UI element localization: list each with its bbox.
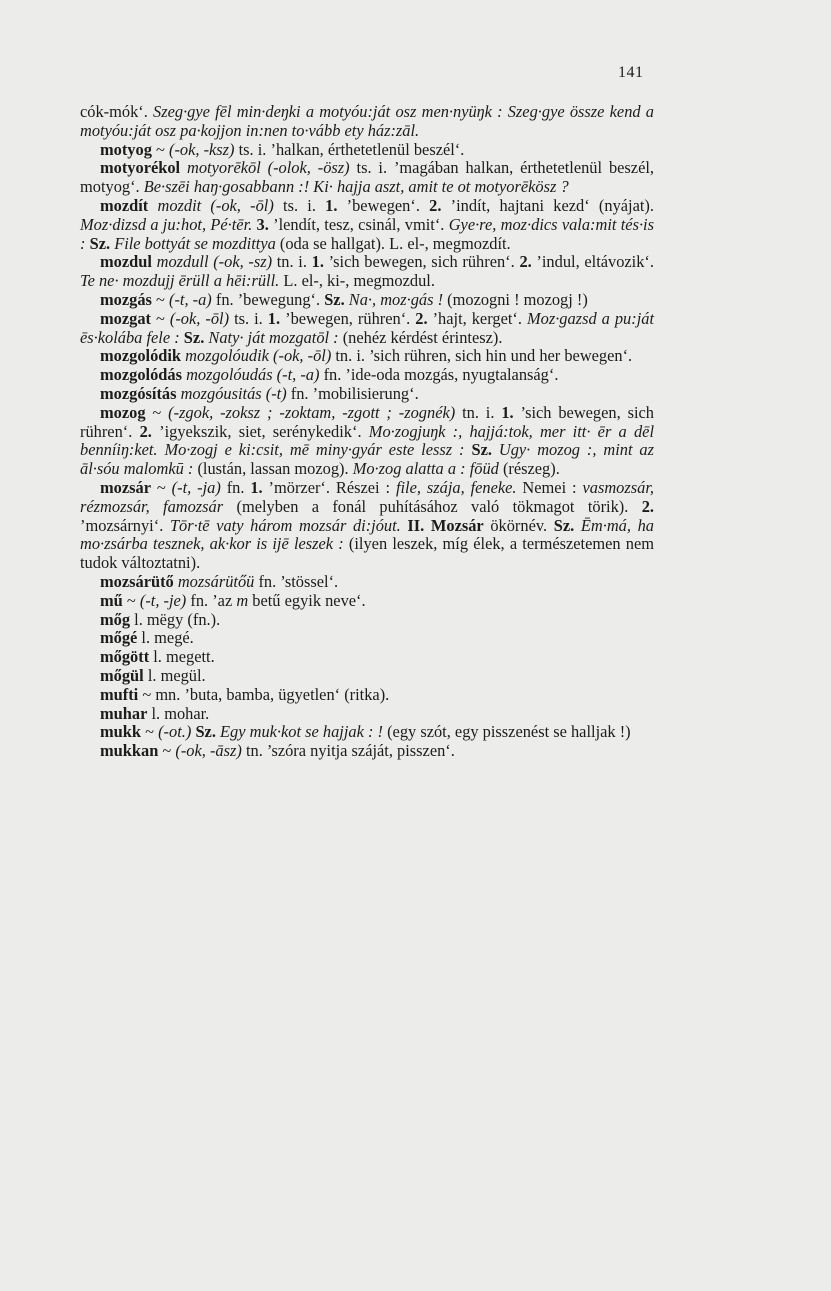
entry-headword: Sz. <box>89 233 111 253</box>
entry-text: (oda se hallgat). L. el-, megmozdít. <box>275 233 511 253</box>
entry-example: file, szája, feneke. <box>395 477 517 497</box>
entry-text: fn. <box>220 477 251 497</box>
entry-text: ’indít, hajtani kezd‘ (nyájat). <box>441 195 654 215</box>
entry-text: (ilyen leszek, míg élek, a természetemen nem tudok változtatni). <box>80 534 654 573</box>
dictionary-entry <box>80 366 654 385</box>
entry-example: vasmozsár, rézmozsár, famozsár <box>80 477 654 516</box>
entry-text: ’lendít, tesz, csinál, vmit‘. <box>268 214 449 234</box>
entry-example: (-t, -je) <box>139 590 187 610</box>
entry-example: Moz·dizsd a ju:hot, Pé·tēr. <box>80 214 253 234</box>
entry-text: ~ <box>151 289 169 309</box>
entry-headword: motyorékol <box>100 158 181 178</box>
entry-headword: mozgolódás <box>100 365 182 385</box>
entry-text: (egy szót, egy pisszenést se halljak !) <box>383 722 631 742</box>
dictionary-entry <box>80 686 654 705</box>
entry-headword: 2. <box>519 252 532 272</box>
entry-headword: mufti <box>100 684 139 704</box>
dictionary-entry <box>80 253 654 291</box>
entry-headword: mozsár <box>100 477 151 497</box>
entry-headword: mozsárütő <box>100 571 174 591</box>
dictionary-entry <box>80 479 654 573</box>
entry-headword: II. Mozsár <box>407 515 484 535</box>
entry-text: ’indul, eltávozik‘. <box>531 252 654 272</box>
entry-text: ökörnév. <box>483 515 554 535</box>
dictionary-entry <box>80 705 654 724</box>
entry-text: L. el-, ki-, megmozdul. <box>279 271 435 291</box>
dictionary-entry <box>80 385 654 404</box>
entry-example: Moz·gazsd a pu:ját ēs·kolába fele : <box>80 308 655 347</box>
entry-headword: mőg <box>100 609 131 629</box>
page-number: 141 <box>618 64 644 81</box>
entry-example: Ugy· mozog :, mint az āl·sóu malomkū : <box>80 440 654 479</box>
entry-headword: 1. <box>501 402 514 422</box>
entry-headword: 2. <box>429 195 442 215</box>
entry-text: ~ <box>158 741 176 761</box>
entry-text: ~ mn. ’buta, bamba, ügyetlen‘ (ritka). <box>138 684 390 704</box>
entry-example: Mo·zog alatta a : fōüd <box>352 459 499 479</box>
entry-example: Egy muk·kot se hajjak : ! <box>220 722 383 742</box>
entry-example: (-ot.) <box>158 722 192 742</box>
entry-text: fn. ’bewegung‘. <box>211 289 325 309</box>
entry-headword: mozgás <box>100 289 152 309</box>
entry-example: Gye·re, moz·dics vala:mit tés·is : <box>80 214 654 253</box>
entry-headword: mukkan <box>100 741 159 761</box>
entry-example: (-t, -ja) <box>171 477 221 497</box>
entry-example: Tōr·tē vaty három mozsár di:jóut. <box>169 515 401 535</box>
entry-headword: mőgé <box>100 628 138 648</box>
entry-text <box>492 440 499 459</box>
entry-text: ts. i. ’halkan, érthetetlenül beszél‘. <box>234 139 465 159</box>
dictionary-entry <box>80 648 654 667</box>
entry-text: l. megül. <box>143 665 206 685</box>
dictionary-entry <box>80 159 654 197</box>
entry-text <box>574 516 581 535</box>
entry-headword: mőgött <box>100 647 150 667</box>
dictionary-entry <box>80 291 654 310</box>
entry-example: Szeg·gye fēl min·deŋki a motyóu:ját osz men·nyüŋk : Szeg·gye össze kend a motyóu:ját osz pa·kojjon in:nen to·vább ety ház:zāl. <box>80 102 654 140</box>
entry-example: mozgóusitás (-t) <box>176 383 287 403</box>
entry-example: (-ok, -ōl) <box>169 308 230 328</box>
entry-text: ’mozsárnyi‘. <box>80 515 170 535</box>
entry-example: File bottyát se mozdittya <box>114 233 276 253</box>
entry-text: (lustán, lassan mozog). <box>193 459 353 479</box>
entry-text: Nemei : <box>516 477 583 497</box>
entry-headword: 2. <box>139 421 152 441</box>
entry-headword: mozgolódik <box>100 346 182 366</box>
entry-headword: mozog <box>100 402 146 422</box>
dictionary-entry <box>80 347 654 366</box>
entry-headword: mozdul <box>100 252 152 272</box>
dictionary-entry <box>80 742 654 761</box>
entry-text: ~ <box>151 139 169 159</box>
entry-text: ’sich bewegen, sich rühren‘. <box>80 402 654 441</box>
entry-text: ~ <box>145 402 169 422</box>
dictionary-text-block <box>80 103 654 761</box>
entry-example: Na·, moz·gás ! <box>348 289 444 309</box>
entry-example: Be·szēi haŋ·gosabbann :! Ki· hajja aszt, amit te ot motyorēkösz ? <box>143 177 569 197</box>
entry-headword: 2. <box>641 496 654 516</box>
entry-headword: 1. <box>250 477 263 497</box>
entry-text: betű egyik neve‘. <box>248 590 366 610</box>
entry-example: mozsárütőü <box>173 571 255 591</box>
entry-headword: motyog <box>100 139 152 159</box>
entry-text: tn. i. ’sich rühren, sich hin und her bewegen‘. <box>331 346 633 366</box>
entry-headword: mőgül <box>100 665 144 685</box>
entry-text: ’mörzer‘. Részei : <box>262 477 396 497</box>
entry-text: l. megé. <box>137 628 194 648</box>
entry-text: (részeg). <box>498 459 560 479</box>
entry-text: (nehéz kérdést érintesz). <box>338 327 503 347</box>
entry-headword: 2. <box>415 308 428 328</box>
entry-example: motyorēkōl (-olok, -ösz) <box>180 158 350 178</box>
entry-text: l. megett. <box>149 647 215 667</box>
entry-text: cók-mók‘. <box>80 102 154 121</box>
entry-example: mozgolóudik (-ok, -ōl) <box>181 346 332 366</box>
entry-text: ~ <box>150 477 172 497</box>
entry-headword: Sz. <box>183 327 205 347</box>
entry-headword: 1. <box>325 195 338 215</box>
entry-text: fn. ’stössel‘. <box>254 571 339 591</box>
dictionary-entry <box>80 103 654 141</box>
entry-headword: muhar <box>100 703 148 723</box>
entry-example: Ēm·má, ha mo·zsárba tesznek, ak·kor is ijē leszek : <box>80 515 654 554</box>
entry-text: ’igyekszik, siet, serénykedik‘. <box>151 421 369 441</box>
dictionary-entry <box>80 404 654 479</box>
dictionary-entry <box>80 629 654 648</box>
entry-text: ’bewegen, rühren‘. <box>280 308 416 328</box>
entry-text: fn. ’az <box>186 590 237 610</box>
entry-headword: 1. <box>311 252 324 272</box>
entry-headword: mukk <box>100 722 142 742</box>
dictionary-entry <box>80 197 654 253</box>
entry-headword: Sz. <box>195 722 216 742</box>
entry-headword: mozgat <box>100 308 151 328</box>
entry-text: ts. i. <box>229 308 268 328</box>
entry-example: Te ne· mozdujj ērüll a hēi:rüll. <box>80 271 280 291</box>
entry-text: fn. ’mobilisierung‘. <box>286 383 419 403</box>
entry-headword: Sz. <box>471 440 492 460</box>
entry-headword: mozdít <box>100 195 149 215</box>
entry-text: l. mohar. <box>147 703 210 723</box>
entry-example: (-ok, -āsz) <box>175 741 242 761</box>
entry-text: ts. i. ’magában halkan, érthetetlenül beszél, motyog‘. <box>80 158 654 197</box>
entry-headword: Sz. <box>324 289 345 309</box>
entry-text: ~ <box>141 722 159 742</box>
dictionary-entry <box>80 723 654 742</box>
entry-text: tn. ’szóra nyitja száját, pisszen‘. <box>241 741 455 761</box>
entry-text: ’sich bewegen, sich rühren‘. <box>323 252 520 272</box>
entry-example: m <box>236 590 249 610</box>
entry-text: l. mëgy (fn.). <box>130 609 221 629</box>
entry-headword: mozgósítás <box>100 383 177 403</box>
dictionary-entry <box>80 310 654 348</box>
entry-headword: mű <box>100 590 123 610</box>
dictionary-entry <box>80 611 654 630</box>
entry-example: Mo·zogjuŋk :, hajjá:tok, mer itt· ēr a dēl benníiŋ:ket. Mo·zogj e ki:csit, mē miny·gyár este lessz : <box>80 421 655 460</box>
entry-example: (-ok, -ksz) <box>168 139 235 159</box>
entry-text: ~ <box>150 308 170 328</box>
dictionary-entry <box>80 573 654 592</box>
entry-example: mozgolóudás (-t, -a) <box>181 365 320 385</box>
entry-example: mozdit (-ok, -ōl) <box>148 195 274 215</box>
dictionary-entry <box>80 592 654 611</box>
entry-text: tn. i. <box>455 402 502 422</box>
entry-example: Naty· ját mozgatōl : <box>208 327 339 347</box>
entry-headword: 1. <box>267 308 281 328</box>
entry-text: (mozogni ! mozogj !) <box>443 289 588 309</box>
entry-headword: Sz. <box>553 515 575 535</box>
entry-headword: 3. <box>256 214 269 234</box>
entry-text: (melyben a fonál puhításához való tökmagot törik). <box>223 496 642 516</box>
entry-example: mozdull (-ok, -sz) <box>151 252 273 272</box>
entry-text: tn. i. <box>272 252 312 272</box>
dictionary-entry <box>80 141 654 160</box>
entry-text: ts. i. <box>273 195 326 215</box>
entry-example: (-zgok, -zoksz ; -zoktam, -zgott ; -zognék) <box>168 402 456 422</box>
entry-text: ~ <box>122 590 140 610</box>
entry-example: (-t, -a) <box>168 289 212 309</box>
entry-text: ’bewegen‘. <box>337 195 430 215</box>
entry-text: fn. ’ide-oda mozgás, nyugtalanság‘. <box>319 365 559 385</box>
dictionary-entry <box>80 667 654 686</box>
entry-text: ’hajt, kerget‘. <box>427 308 527 328</box>
